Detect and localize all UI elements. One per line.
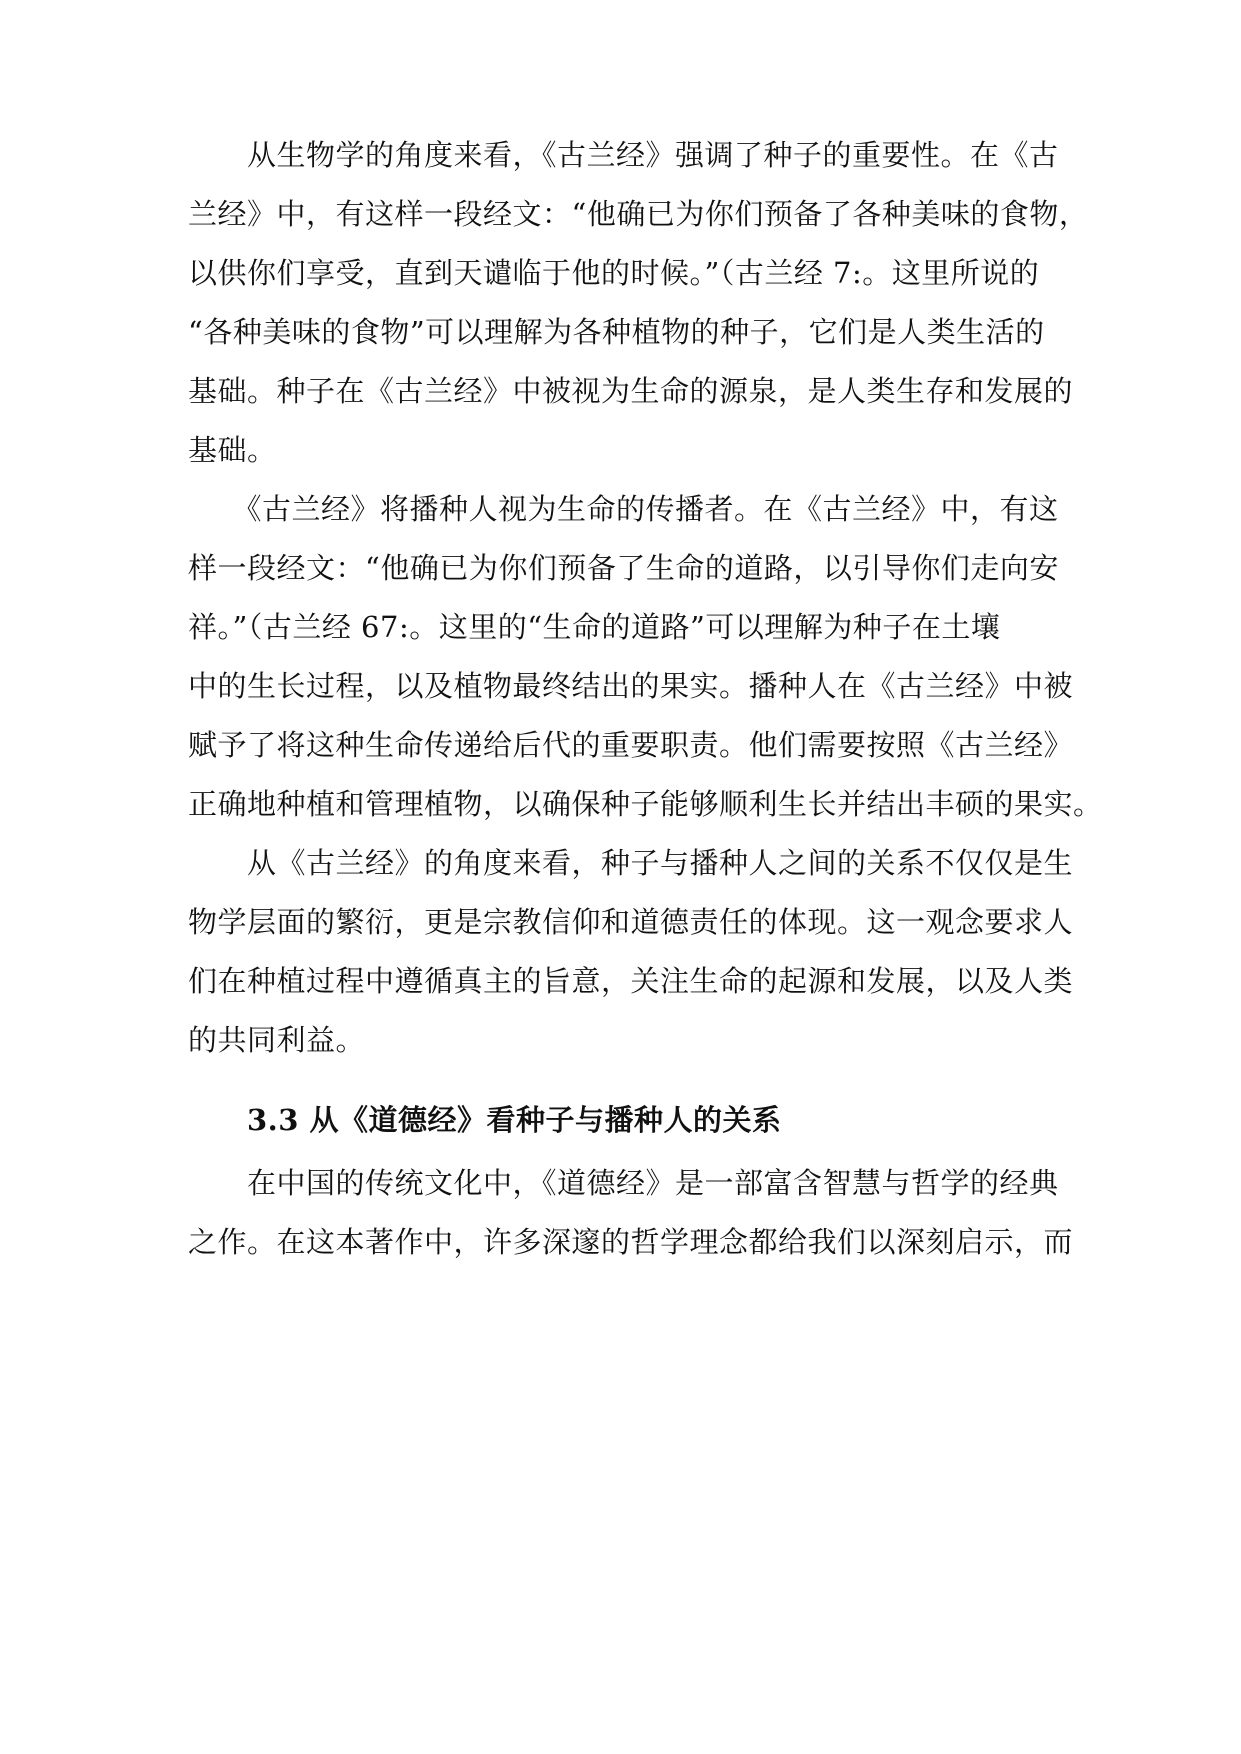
section-heading: 3.3 从《道德经》看种子与播种人的关系 [188, 1103, 782, 1137]
paragraph-3-line-1: 从《古兰经》的角度来看，种子与播种人之间的关系不仅仅是生 [188, 846, 1074, 880]
paragraph-1-line-4: “各种美味的食物”可以理解为各种植物的种子，它们是人类生活的 [188, 315, 1045, 349]
paragraph-2-line-6: 正确地种植和管理植物，以确保种子能够顺利生长并结出丰硕的果实。 [188, 787, 1103, 821]
paragraph-2-line-1: 《古兰经》将播种人视为生命的传播者。在《古兰经》中，有这 [188, 492, 1059, 526]
paragraph-2-line-4: 中的生长过程，以及植物最终结出的果实。播种人在《古兰经》中被 [188, 669, 1074, 703]
paragraph-1-line-3: 以供你们享受，直到天谴临于他的时候。”（古兰经 7:。这里所说的 [188, 256, 1040, 290]
paragraph-2-line-5: 赋予了将这种生命传递给后代的重要职责。他们需要按照《古兰经》 [188, 728, 1074, 762]
paragraph-1-line-2: 兰经》中，有这样一段经文：“他确已为你们预备了各种美味的食物， [188, 197, 1089, 231]
paragraph-1-line-1: 从生物学的角度来看，《古兰经》强调了种子的重要性。在《古 [188, 138, 1059, 172]
paragraph-2-line-3: 祥。”（古兰经 67:。这里的“生命的道路”可以理解为种子在土壤 [188, 610, 1001, 644]
paragraph-2-line-2: 样一段经文：“他确已为你们预备了生命的道路，以引导你们走向安 [188, 551, 1059, 585]
paragraph-3-line-3: 们在种植过程中遵循真主的旨意，关注生命的起源和发展，以及人类 [188, 964, 1074, 998]
paragraph-3-line-4: 的共同利益。 [188, 1023, 366, 1057]
paragraph-4-line-1: 在中国的传统文化中，《道德经》是一部富含智慧与哲学的经典 [188, 1166, 1059, 1200]
paragraph-4-line-2: 之作。在这本著作中，许多深邃的哲学理念都给我们以深刻启示，而 [188, 1225, 1074, 1259]
paragraph-1-line-6: 基础。 [188, 433, 277, 467]
paragraph-3-line-2: 物学层面的繁衍，更是宗教信仰和道德责任的体现。这一观念要求人 [188, 905, 1074, 939]
paragraph-1-line-5: 基础。种子在《古兰经》中被视为生命的源泉，是人类生存和发展的 [188, 374, 1074, 408]
